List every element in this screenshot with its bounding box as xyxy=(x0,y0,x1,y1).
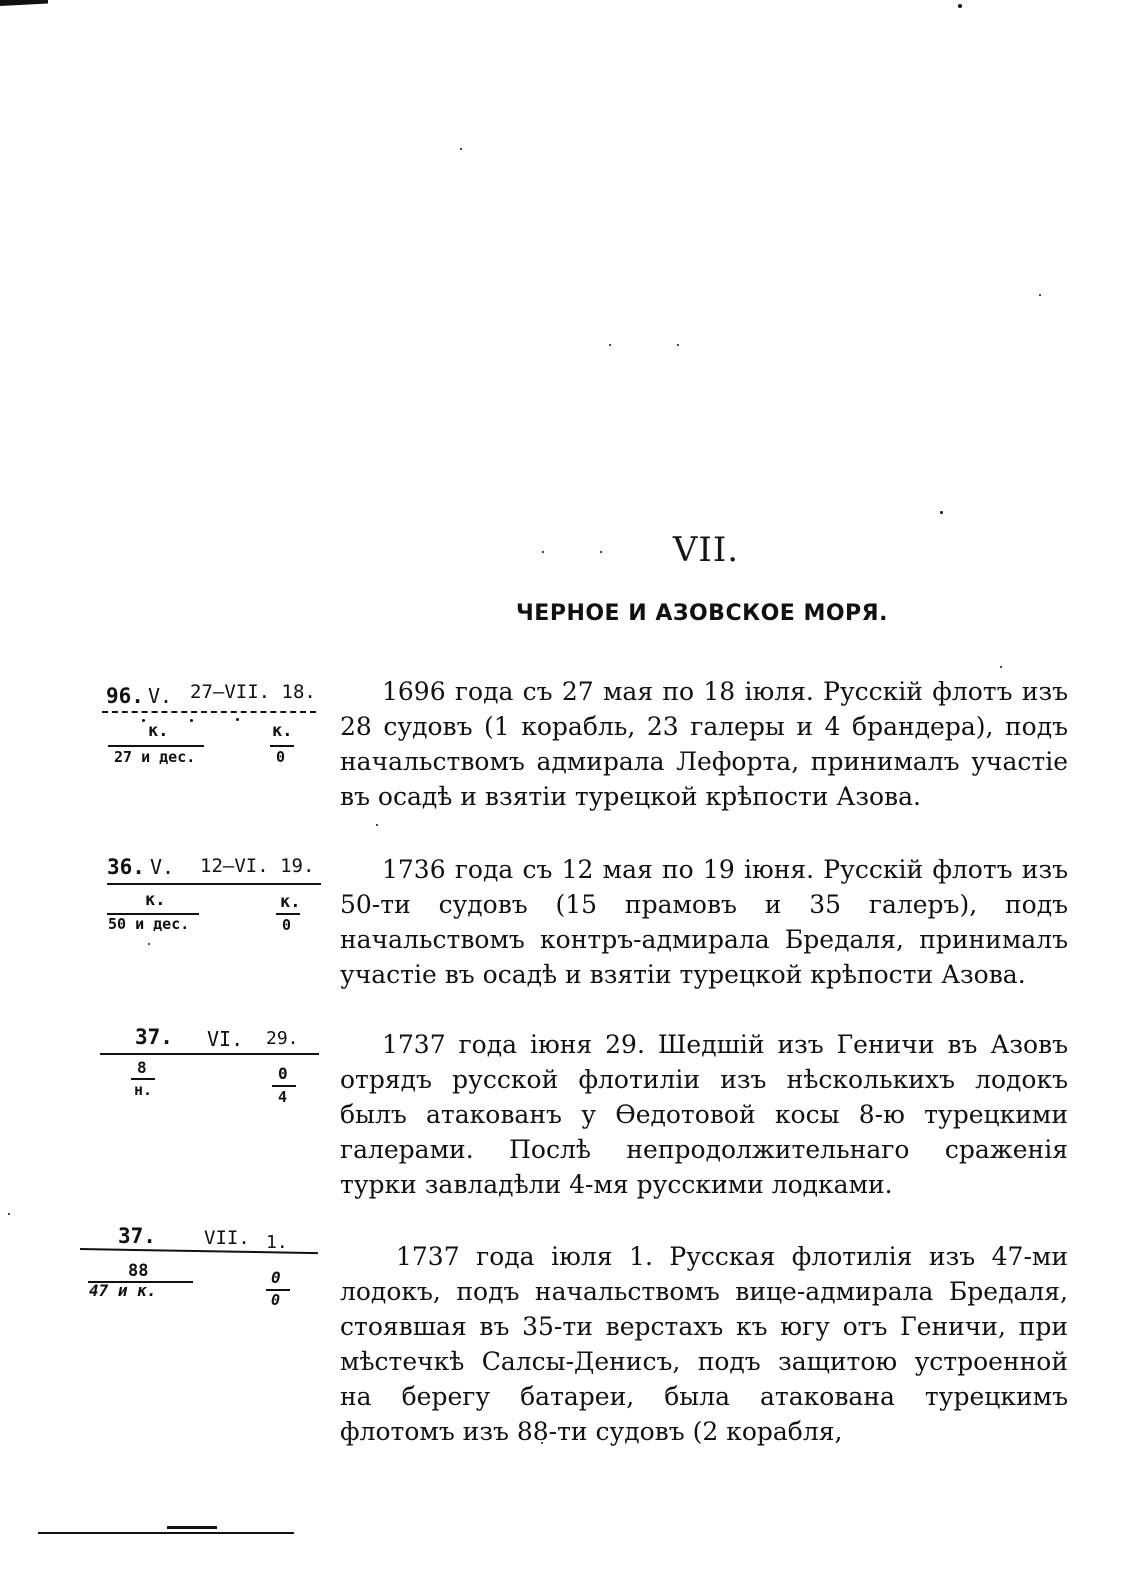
margin-notation xyxy=(100,853,330,963)
margin-dashed-rule xyxy=(102,711,316,721)
chapter-number: VII. xyxy=(672,530,740,570)
margin-left-top: к. xyxy=(148,721,169,741)
scan-speck xyxy=(1039,294,1041,296)
margin-dot xyxy=(142,719,145,722)
scan-speck xyxy=(376,824,378,826)
margin-year: 37. xyxy=(118,1224,156,1248)
scan-speck xyxy=(609,344,611,346)
margin-left-bottom: 50 и дес. xyxy=(108,915,190,933)
margin-date-range: 1. xyxy=(266,1232,288,1253)
margin-dot xyxy=(190,719,193,722)
margin-right-fraction-line xyxy=(270,745,294,747)
margin-date-range: 12—VI. 19. xyxy=(200,855,315,877)
margin-date-range: 27—VII. 18. xyxy=(190,681,316,703)
margin-right-top: к. xyxy=(272,721,293,741)
margin-left-top: 8 xyxy=(137,1058,147,1077)
margin-year: 36. xyxy=(107,855,145,879)
margin-notation xyxy=(100,680,330,790)
margin-month: V. xyxy=(150,855,175,879)
margin-right-top: 0 xyxy=(271,1268,281,1287)
scan-speck xyxy=(940,511,943,514)
scan-speck xyxy=(460,148,462,150)
entry-text: 1737 года іюля 1. Русская флотилія изъ 47-ми лодокъ, подъ начальствомъ вице-адмирала Бредаля, стоявшая въ 35-ти верстахъ къ югу отъ Геничи, при мѣстечкѣ Салсы-Денисъ, подъ защитою устроенной на берегу батареи, была атакована турецкимъ флотомъ изъ 88-ти судовъ (2 корабля, xyxy=(340,1242,1068,1446)
margin-right-fraction-line xyxy=(272,1085,296,1087)
footnote-rule xyxy=(38,1532,294,1534)
chapter-title: ЧЕРНОЕ И АЗОВСКОЕ МОРЯ. xyxy=(516,601,888,626)
margin-left-top: 88 xyxy=(128,1261,149,1281)
margin-left-fraction-line xyxy=(131,1078,155,1080)
margin-left-fraction-line xyxy=(108,745,204,747)
entry-text: 1736 года съ 12 мая по 19 іюня. Русскій флотъ изъ 50-ти судовъ (15 прамовъ и 35 галеръ), подъ начальствомъ контръ-адмирала Бредаля, принималъ участіе въ осадѣ и взятіи турецкой крѣпости Азова. xyxy=(340,855,1068,989)
margin-right-top: 0 xyxy=(278,1064,288,1083)
scan-artifact-top-left xyxy=(0,0,48,16)
entry-text: 1696 года съ 27 мая по 18 іюля. Русскій флотъ изъ 28 судовъ (1 корабль, 23 галеры и 4 брандера), подъ начальствомъ адмирала Лефорта, принималъ участіе въ осадѣ и взятіи турецкой крѣпости Азова. xyxy=(340,677,1068,811)
margin-month: VI. xyxy=(207,1027,244,1051)
margin-left-bottom: 27 и дес. xyxy=(114,748,196,766)
entry-text: 1737 года іюня 29. Шедшій изъ Геничи въ Азовъ отрядъ русской флотиліи изъ нѣсколькихъ лодокъ былъ атакованъ у Ѳедотовой косы 8-ю турецкими галерами. Послѣ непродолжительнаго сраженія турки завладѣли 4-мя русскими лодками. xyxy=(340,1030,1068,1199)
scan-speck xyxy=(8,1213,10,1215)
margin-rule xyxy=(100,1053,319,1055)
margin-year: 37. xyxy=(135,1025,173,1049)
scan-speck xyxy=(1000,666,1002,668)
scan-speck xyxy=(958,4,962,8)
margin-right-bottom: 0 xyxy=(271,1291,281,1309)
margin-notation xyxy=(100,1023,330,1133)
margin-left-bottom: 47 и к. xyxy=(89,1281,157,1300)
margin-right-fraction-line xyxy=(276,913,300,915)
margin-month: VII. xyxy=(204,1227,250,1249)
margin-right-bottom: 4 xyxy=(278,1088,288,1106)
footnote-rule-mark xyxy=(167,1526,217,1529)
margin-date-range: 29. xyxy=(266,1028,299,1049)
margin-dot xyxy=(236,718,239,721)
margin-year: 96. xyxy=(106,684,144,708)
margin-rule xyxy=(107,883,321,885)
margin-right-bottom: 0 xyxy=(276,748,286,766)
margin-right-top: к. xyxy=(280,892,301,912)
margin-left-bottom: н. xyxy=(134,1081,153,1099)
margin-right-bottom: 0 xyxy=(282,916,292,934)
margin-month: V. xyxy=(148,684,173,708)
scan-speck xyxy=(677,344,679,346)
margin-notation xyxy=(89,1224,330,1334)
margin-left-top: к. xyxy=(145,890,166,910)
